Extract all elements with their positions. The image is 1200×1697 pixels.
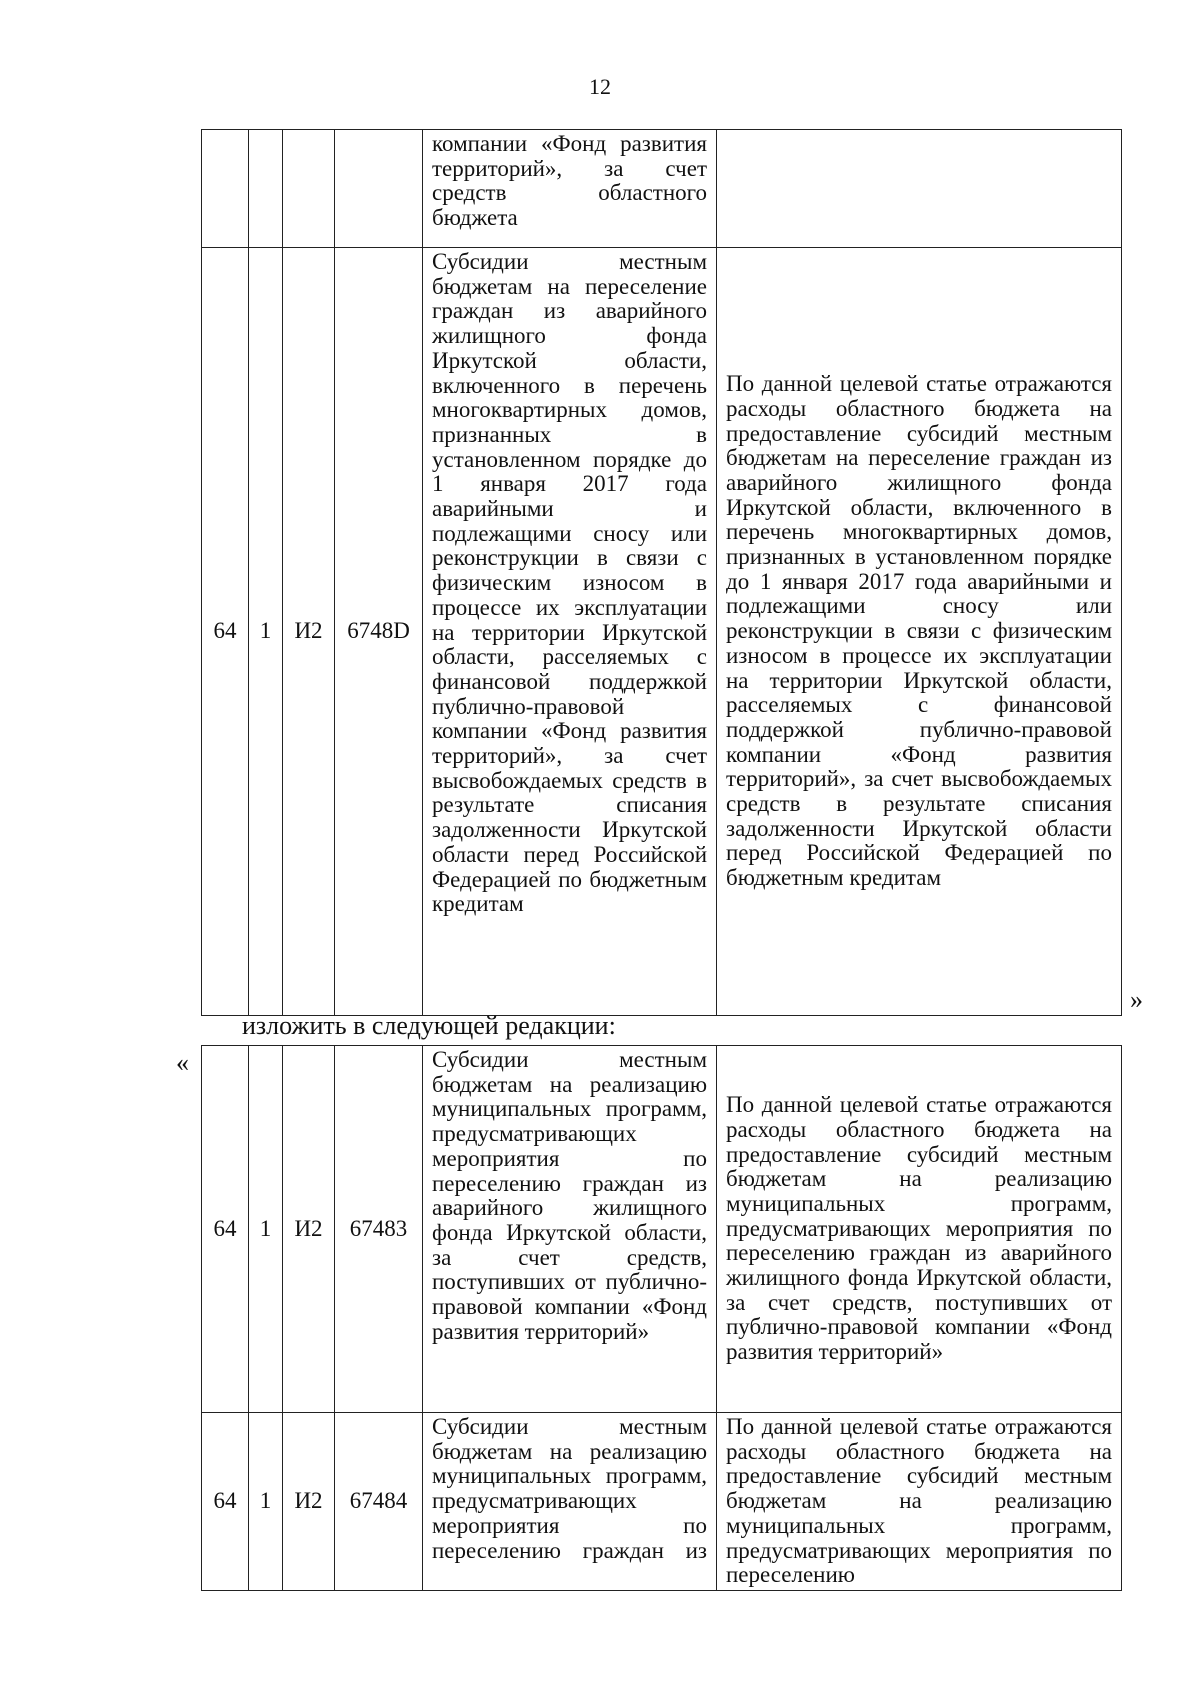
- description-cell: компании «Фонд развития территорий», за счет средств областного бюджета: [423, 130, 717, 248]
- section-code: 64: [202, 1046, 249, 1413]
- page-number: 12: [589, 74, 611, 99]
- subsection-code: 1: [249, 1046, 283, 1413]
- section-code: 64: [202, 1413, 249, 1591]
- target-article-code: 67483: [335, 1046, 423, 1413]
- target-article-code: 67484: [335, 1413, 423, 1591]
- note-cell: По данной целевой статье отражаются расходы областного бюджета на предоставление субсидий местным бюджетам на реализацию муниципальных программ, предусматривающих мероприятия по переселению граждан из аварийного жилищного фонда Иркутской области, за счет средств, поступивших от публично-правовой компании «Фонд развития территорий»: [717, 1046, 1122, 1413]
- table-row: [202, 1046, 1122, 1413]
- code-cell-1: [202, 130, 249, 248]
- closing-quote: »: [1130, 985, 1143, 1014]
- program-code: И2: [283, 248, 335, 1016]
- program-code: И2: [283, 1046, 335, 1413]
- subsection-code: 1: [249, 248, 283, 1016]
- note-cell: По данной целевой статье отражаются расходы областного бюджета на предоставление субсидий местным бюджетам на переселение граждан из аварийного жилищного фонда Иркутской области, включенного в перечень многоквартирных домов, признанных в установленном порядке до 1 января 2017 года аварийными и подлежащими сносу или реконструкции в связи с физическим износом в процессе их эксплуатации на территории Иркутской области, расселяемых с финансовой поддержкой публично-правовой компании «Фонд развития территорий», за счет высвобождаемых средств в результате списания задолженности Иркутской области перед Российской Федерацией по бюджетным кредитам: [717, 248, 1122, 1016]
- code-cell-2: [249, 130, 283, 248]
- description-cell: Субсидии местным бюджетам на реализацию муниципальных программ, предусматривающих мероприятия по переселению граждан из аварийного жилищного фонда Иркутской области, за счет средств, поступивших от публично-правовой компании «Фонд развития территорий»: [423, 1046, 717, 1413]
- description-cell: Субсидии местным бюджетам на реализацию муниципальных программ, предусматривающих мероприятия по переселению граждан из: [423, 1413, 717, 1591]
- note-cell: [717, 130, 1122, 248]
- instruction-text: изложить в следующей редакции:: [242, 1011, 616, 1040]
- note-cell: По данной целевой статье отражаются расходы областного бюджета на предоставление субсидий местным бюджетам на реализацию муниципальных программ, предусматривающих мероприятия по переселению: [717, 1413, 1122, 1591]
- table-row: [202, 1413, 1122, 1591]
- description-cell: Субсидии местным бюджетам на переселение граждан из аварийного жилищного фонда Иркутской области, включенного в перечень многоквартирных домов, признанных в установленном порядке до 1 января 2017 года аварийными и подлежащими сносу или реконструкции в связи с физическим износом в процессе их эксплуатации на территории Иркутской области, расселяемых с финансовой поддержкой публично-правовой компании «Фонд развития территорий», за счет высвобождаемых средств в результате списания задолженности Иркутской области перед Российской Федерацией по бюджетным кредитам: [423, 248, 717, 1016]
- table-row: [202, 130, 1122, 248]
- section-code: 64: [202, 248, 249, 1016]
- table-row: [202, 248, 1122, 1016]
- budget-classification-table-new: [201, 1045, 1122, 1591]
- code-cell-4: [335, 130, 423, 248]
- code-cell-3: [283, 130, 335, 248]
- program-code: И2: [283, 1413, 335, 1591]
- subsection-code: 1: [249, 1413, 283, 1591]
- target-article-code: 6748D: [335, 248, 423, 1016]
- budget-classification-table-old: [201, 129, 1122, 1016]
- opening-quote: «: [176, 1048, 189, 1077]
